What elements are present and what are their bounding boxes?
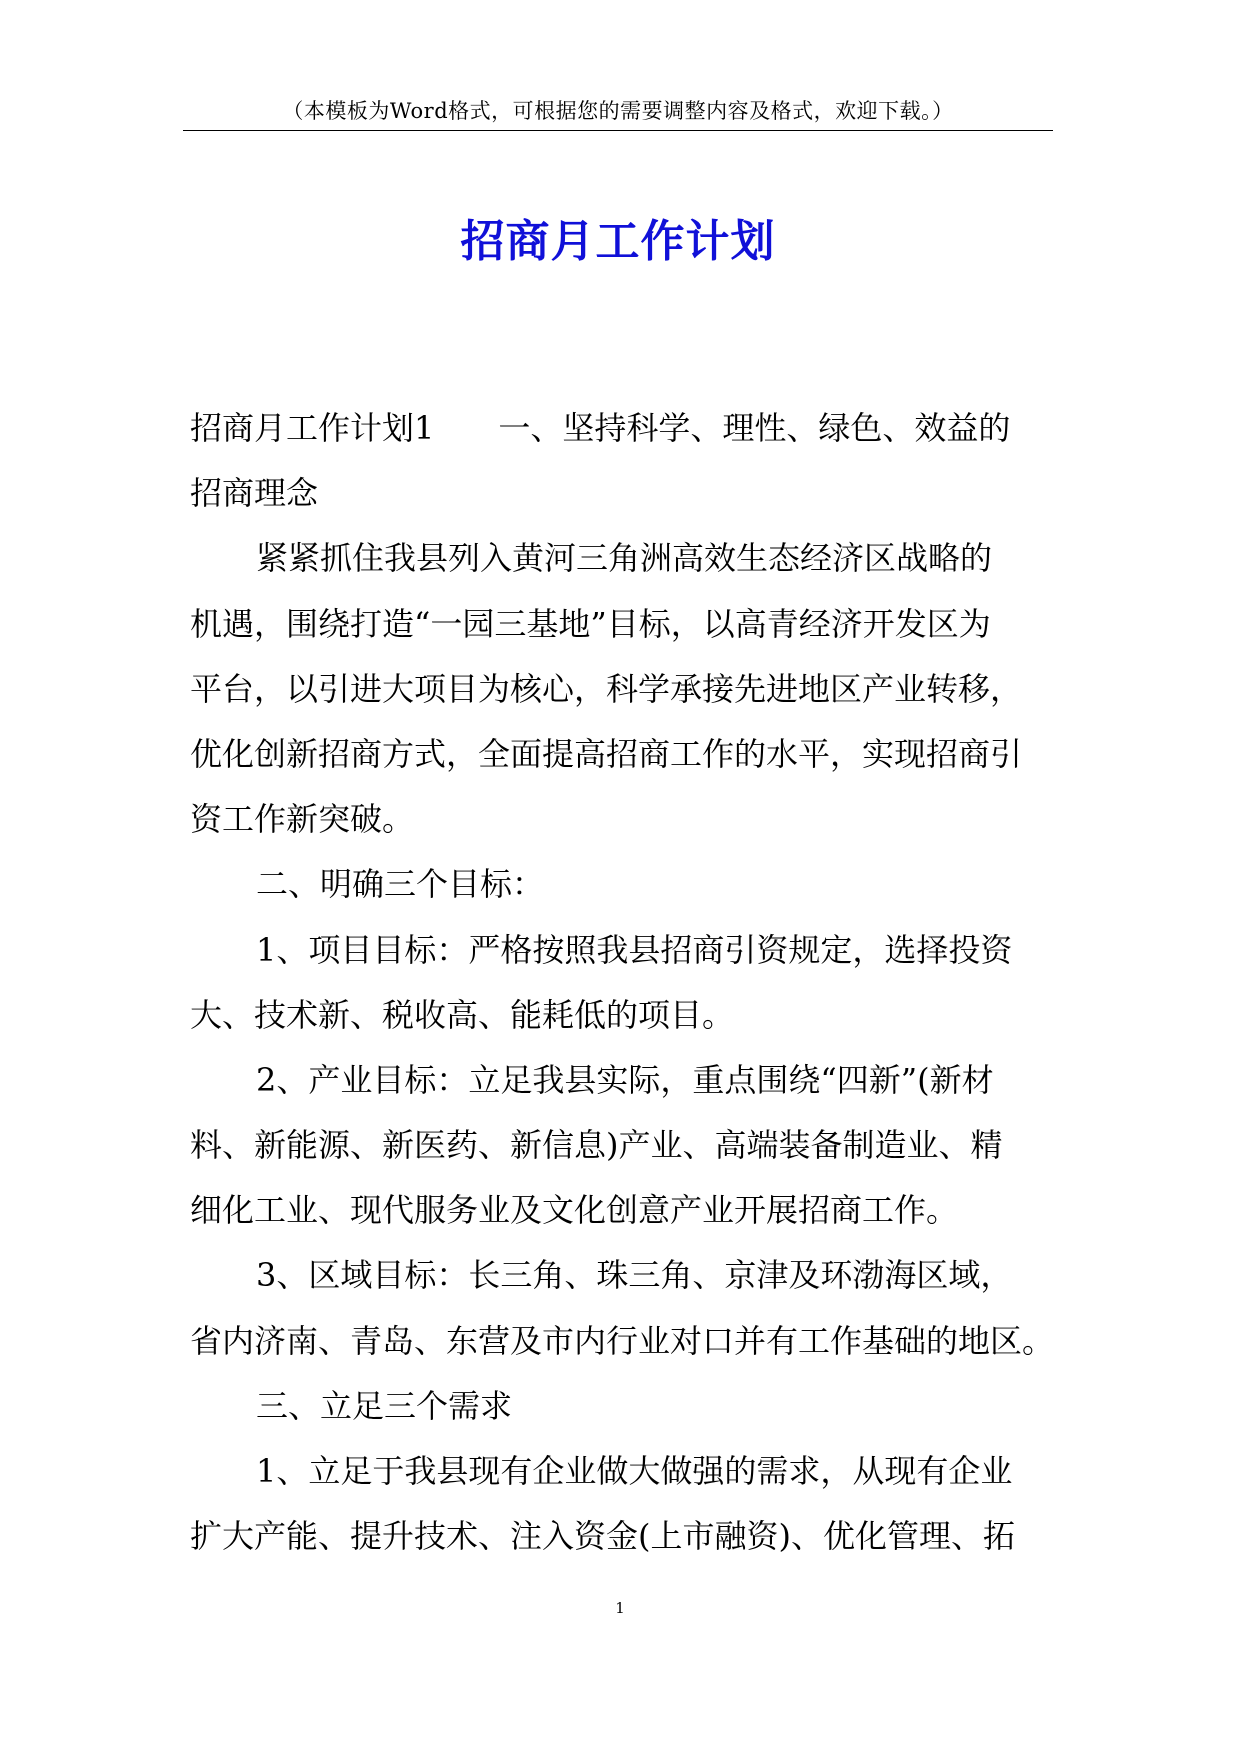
body-line-18: 扩大产能、提升技术、注入资金(上市融资)、优化管理、拓 — [190, 1517, 1015, 1556]
body-line-17: 1、立足于我县现有企业做大做强的需求，从现有企业 — [256, 1452, 1013, 1490]
header-divider — [183, 130, 1053, 131]
body-line-3: 紧紧抓住我县列入黄河三角洲高效生态经济区战略的 — [256, 539, 993, 578]
body-line-8: 二、明确三个目标： — [256, 865, 545, 904]
body-line-10: 大、技术新、税收高、能耗低的项目。 — [190, 995, 735, 1034]
body-line-5: 平台，以引进大项目为核心，科学承接先进地区产业转移， — [190, 669, 1023, 708]
body-line-2: 招商理念 — [190, 474, 319, 513]
body-line-15: 省内济南、青岛、东营及市内行业对口并有工作基础的地区。 — [190, 1321, 1055, 1360]
body-line-7: 资工作新突破。 — [190, 800, 415, 839]
body-line-1: 招商月工作计划1 一、坚持科学、理性、绿色、效益的 — [190, 409, 1011, 447]
page-number: 1 — [615, 1599, 625, 1617]
page-header-note: （本模板为Word格式，可根据您的需要调整内容及格式，欢迎下载。） — [282, 99, 954, 123]
document-title: 招商月工作计划 — [460, 216, 776, 267]
body-line-4: 机遇，围绕打造“一园三基地”目标，以高青经济开发区为 — [190, 604, 991, 643]
document-body — [190, 396, 1060, 1569]
body-line-16: 三、立足三个需求 — [256, 1386, 513, 1425]
body-line-12: 料、新能源、新医药、新信息)产业、高端装备制造业、精 — [190, 1126, 1003, 1165]
body-line-11: 2、产业目标：立足我县实际，重点围绕“四新”(新材 — [256, 1060, 994, 1099]
body-line-6: 优化创新招商方式，全面提高招商工作的水平，实现招商引 — [190, 734, 1023, 773]
body-line-14: 3、区域目标：长三角、珠三角、京津及环渤海区域， — [256, 1256, 1013, 1295]
body-line-13: 细化工业、现代服务业及文化创意产业开展招商工作。 — [190, 1191, 959, 1230]
body-line-9: 1、项目目标：严格按照我县招商引资规定，选择投资 — [256, 930, 1013, 969]
